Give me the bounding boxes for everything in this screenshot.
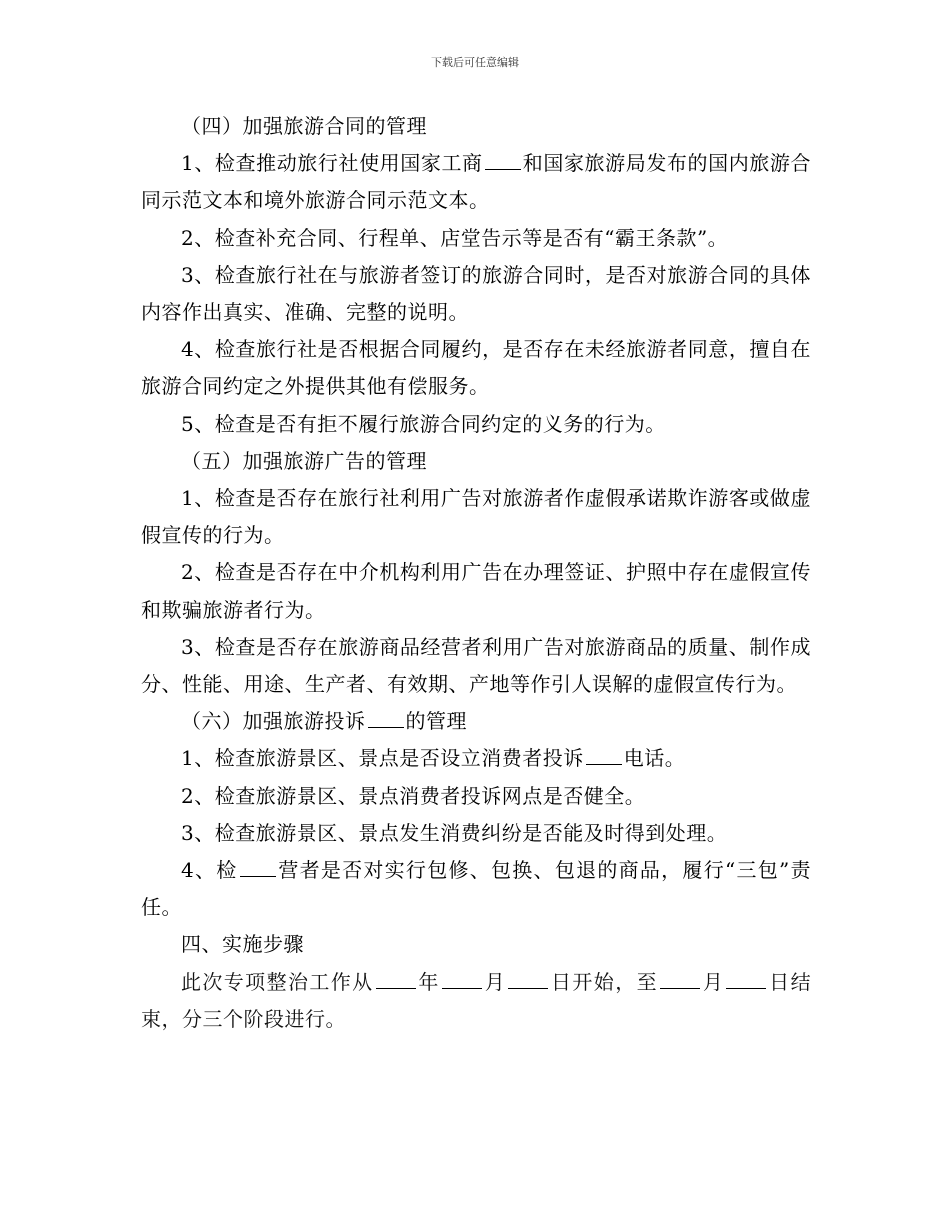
text-segment: 营者是否对实行包修、包换、包退的商品，履行“三包”责任。 bbox=[141, 858, 812, 920]
heading-text: 四、实施步骤 bbox=[181, 932, 304, 957]
document-body bbox=[141, 108, 811, 1038]
heading-text: （五）加强旅游广告的管理 bbox=[181, 448, 427, 473]
contract-item-5 bbox=[141, 406, 811, 443]
contract-item-2 bbox=[141, 220, 811, 257]
steps-paragraph bbox=[141, 964, 811, 1038]
fill-blank bbox=[240, 875, 276, 877]
fill-blank bbox=[376, 987, 416, 989]
text-segment: 2、检查旅游景区、景点消费者投诉网点是否健全。 bbox=[181, 783, 646, 808]
text-segment: 2、检查是否存在中介机构利用广告在办理签证、护照中存在虚假宣传和欺骗旅游者行为。 bbox=[141, 560, 811, 622]
section-heading-steps bbox=[141, 926, 811, 963]
contract-item-1 bbox=[141, 145, 811, 219]
fill-blank bbox=[485, 168, 521, 170]
contract-item-3 bbox=[141, 257, 811, 331]
heading-text: （六）加强旅游投诉 bbox=[181, 709, 366, 734]
text-segment: 日开始，至 bbox=[550, 969, 658, 994]
page-header: 下载后可任意编辑 bbox=[431, 56, 519, 69]
complaints-item-3 bbox=[141, 815, 811, 852]
fill-blank bbox=[660, 987, 700, 989]
fill-blank bbox=[442, 987, 482, 989]
text-segment: 5、检查是否有拒不履行旅游合同约定的义务的行为。 bbox=[181, 411, 666, 436]
complaints-item-1 bbox=[141, 740, 811, 777]
text-segment: 年 bbox=[417, 969, 440, 994]
text-segment: 1、检查是否存在旅行社利用广告对旅游者作虚假承诺欺诈游客或做虚假宣传的行为。 bbox=[141, 486, 811, 548]
text-segment: 3、检查旅行社在与旅游者签订的旅游合同时，是否对旅游合同的具体内容作出真实、准确、完整的说明。 bbox=[141, 262, 811, 325]
section-heading-contract bbox=[141, 108, 811, 145]
text-segment: 和国家旅游局发布的国内旅游合同示范文本和境外旅游合同示范文本。 bbox=[141, 151, 811, 213]
text-segment: 3、检查旅游景区、景点发生消费纠纷是否能及时得到处理。 bbox=[181, 820, 728, 845]
fill-blank bbox=[508, 987, 548, 989]
fill-blank bbox=[368, 726, 404, 728]
fill-blank bbox=[586, 763, 622, 765]
text-segment: 4、检查旅行社是否根据合同履约，是否存在未经旅游者同意，擅自在旅游合同约定之外提供其他有偿服务。 bbox=[141, 337, 811, 399]
text-segment: 月 bbox=[483, 969, 507, 994]
text-segment: 4、检 bbox=[181, 858, 238, 883]
complaints-item-4 bbox=[141, 852, 811, 926]
advertising-item-3 bbox=[141, 629, 811, 703]
text-segment: 2、检查补充合同、行程单、店堂告示等是否有“霸王条款”。 bbox=[181, 225, 729, 250]
contract-item-4 bbox=[141, 331, 811, 405]
text-segment: 电话。 bbox=[623, 746, 686, 771]
heading-text: 的管理 bbox=[405, 709, 467, 734]
fill-blank bbox=[726, 987, 766, 989]
advertising-item-1 bbox=[141, 480, 811, 554]
text-segment: 此次专项整治工作从 bbox=[181, 969, 374, 994]
section-heading-advertising bbox=[141, 443, 811, 480]
text-segment: 1、检查旅游景区、景点是否设立消费者投诉 bbox=[181, 746, 584, 771]
heading-text: （四）加强旅游合同的管理 bbox=[181, 114, 427, 138]
section-heading-complaints bbox=[141, 703, 811, 740]
text-segment: 1、检查推动旅行社使用国家工商 bbox=[181, 151, 483, 176]
advertising-item-2 bbox=[141, 554, 811, 628]
text-segment: 月 bbox=[701, 969, 725, 994]
complaints-item-2 bbox=[141, 778, 811, 815]
text-segment: 3、检查是否存在旅游商品经营者利用广告对旅游商品的质量、制作成分、性能、用途、生产者、有效期、产地等作引人误解的虚假宣传行为。 bbox=[141, 634, 811, 697]
text-segment: 日结束，分三个阶段进行。 bbox=[141, 969, 812, 1031]
